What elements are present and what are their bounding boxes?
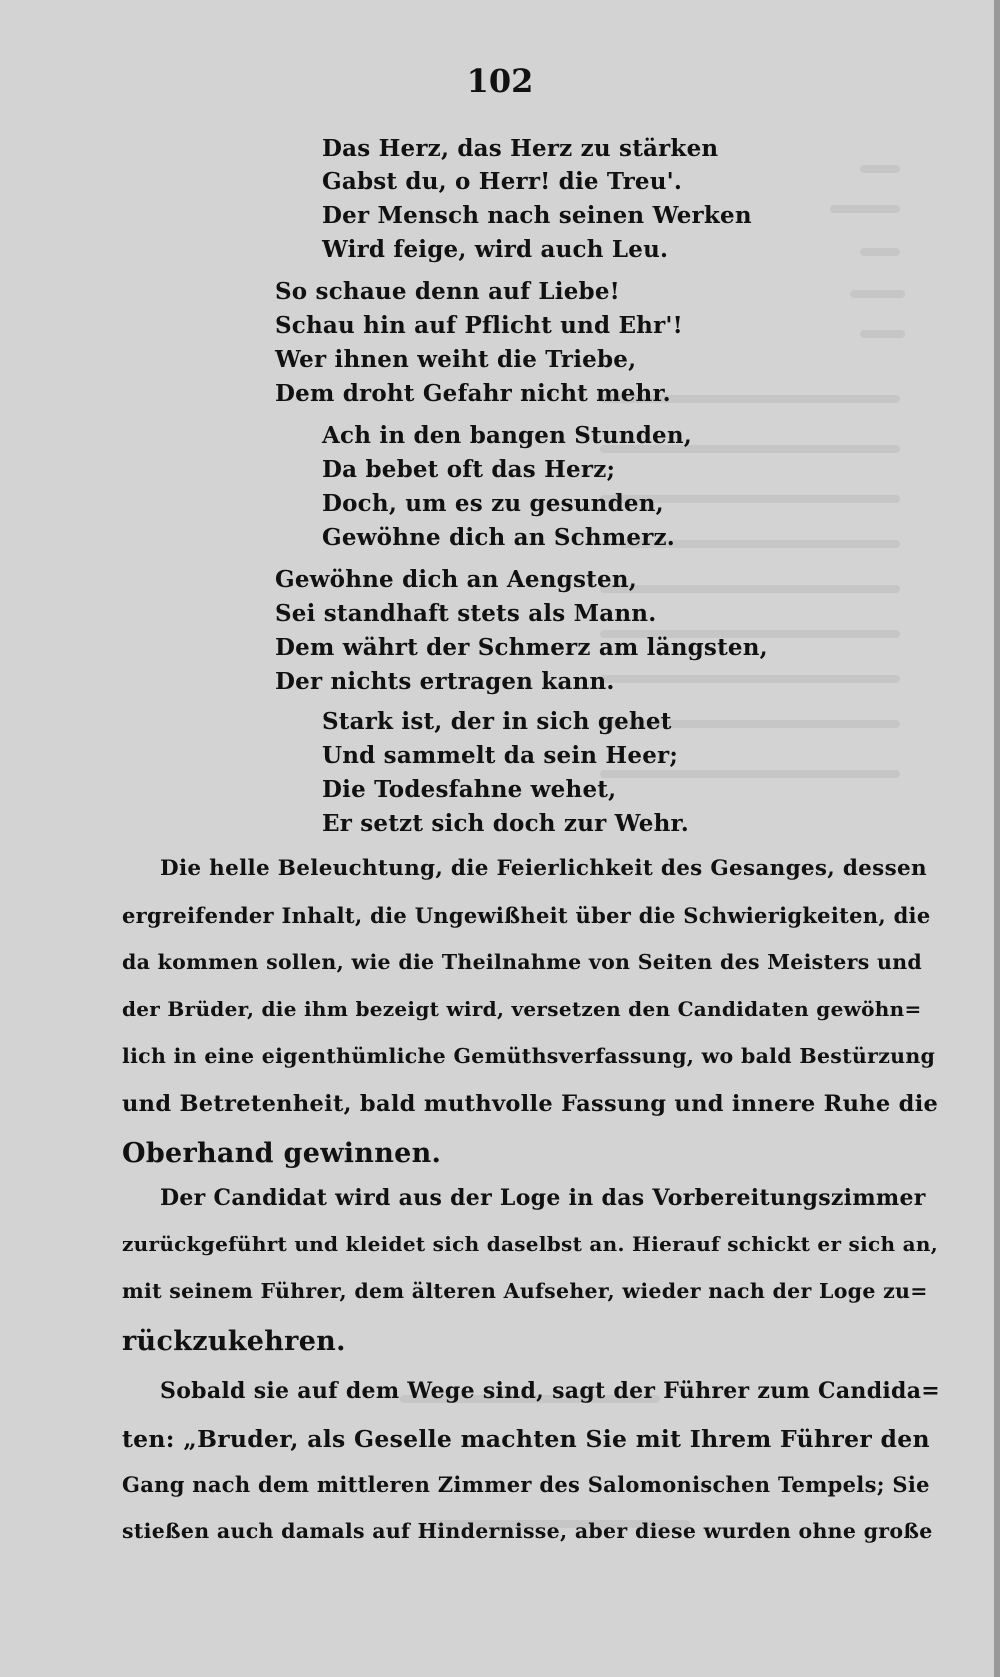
page-number: 102 (466, 62, 534, 100)
prose-line: mit seinem Führer, dem älteren Aufseher, wieder nach der Loge zu= (122, 1279, 928, 1303)
prose-line: da kommen sollen, wie die Theilnahme von Seiten des Meisters und (122, 950, 923, 974)
prose-line: und Betretenheit, bald muthvolle Fassung und innere Ruhe die (122, 1091, 939, 1117)
verse-line: Und sammelt da sein Heer; (322, 742, 679, 769)
prose-line: ten: „Bruder, als Geselle machten Sie mit Ihrem Führer den (122, 1425, 930, 1453)
verse-line: So schaue denn auf Liebe! (275, 278, 620, 305)
verse-line: Dem droht Gefahr nicht mehr. (275, 380, 671, 407)
verse-line: Das Herz, das Herz zu stärken (322, 135, 719, 162)
page-edge (994, 0, 1000, 1677)
verse-line: Die Todesfahne wehet, (322, 776, 617, 803)
prose-line: ergreifender Inhalt, die Ungewißheit über die Schwierigkeiten, die (122, 903, 931, 928)
verse-line: Da bebet oft das Herz; (322, 456, 616, 483)
verse-line: Doch, um es zu gesunden, (322, 490, 664, 517)
verse-line: Stark ist, der in sich gehet (322, 708, 672, 735)
verse-line: Schau hin auf Pflicht und Ehr'! (275, 312, 683, 339)
prose-line: Oberhand gewinnen. (122, 1138, 442, 1169)
prose-line: der Brüder, die ihm bezeigt wird, versetzen den Candidaten gewöhn= (122, 997, 922, 1021)
prose-line: zurückgeführt und kleidet sich daselbst an. Hierauf schickt er sich an, (122, 1232, 938, 1256)
prose-line: Der Candidat wird aus der Loge in das Vorbereitungszimmer (160, 1185, 926, 1211)
verse-line: Gabst du, o Herr! die Treu'. (322, 168, 683, 195)
verse-line: Wird feige, wird auch Leu. (322, 236, 669, 263)
prose-line: Gang nach dem mittleren Zimmer des Salomonischen Tempels; Sie (122, 1472, 930, 1497)
verse-line: Wer ihnen weiht die Triebe, (275, 346, 637, 373)
verse-line: Der nichts ertragen kann. (275, 668, 615, 695)
verse-line: Gewöhne dich an Schmerz. (322, 524, 675, 551)
prose-line: stießen auch damals auf Hindernisse, aber diese wurden ohne große (122, 1519, 933, 1543)
verse-line: Sei standhaft stets als Mann. (275, 600, 657, 627)
prose-line: Sobald sie auf dem Wege sind, sagt der Führer zum Candida= (160, 1378, 941, 1404)
verse-line: Der Mensch nach seinen Werken (322, 202, 752, 229)
verse-line: Er setzt sich doch zur Wehr. (322, 810, 689, 837)
prose-line: rückzukehren. (122, 1326, 346, 1357)
prose-line: lich in eine eigenthümliche Gemüthsverfassung, wo bald Bestürzung (122, 1044, 936, 1068)
verse-line: Gewöhne dich an Aengsten, (275, 566, 637, 593)
prose-line: Die helle Beleuchtung, die Feierlichkeit des Gesanges, dessen (160, 856, 927, 881)
verse-line: Dem währt der Schmerz am längsten, (275, 634, 768, 661)
verse-line: Ach in den bangen Stunden, (322, 422, 692, 449)
